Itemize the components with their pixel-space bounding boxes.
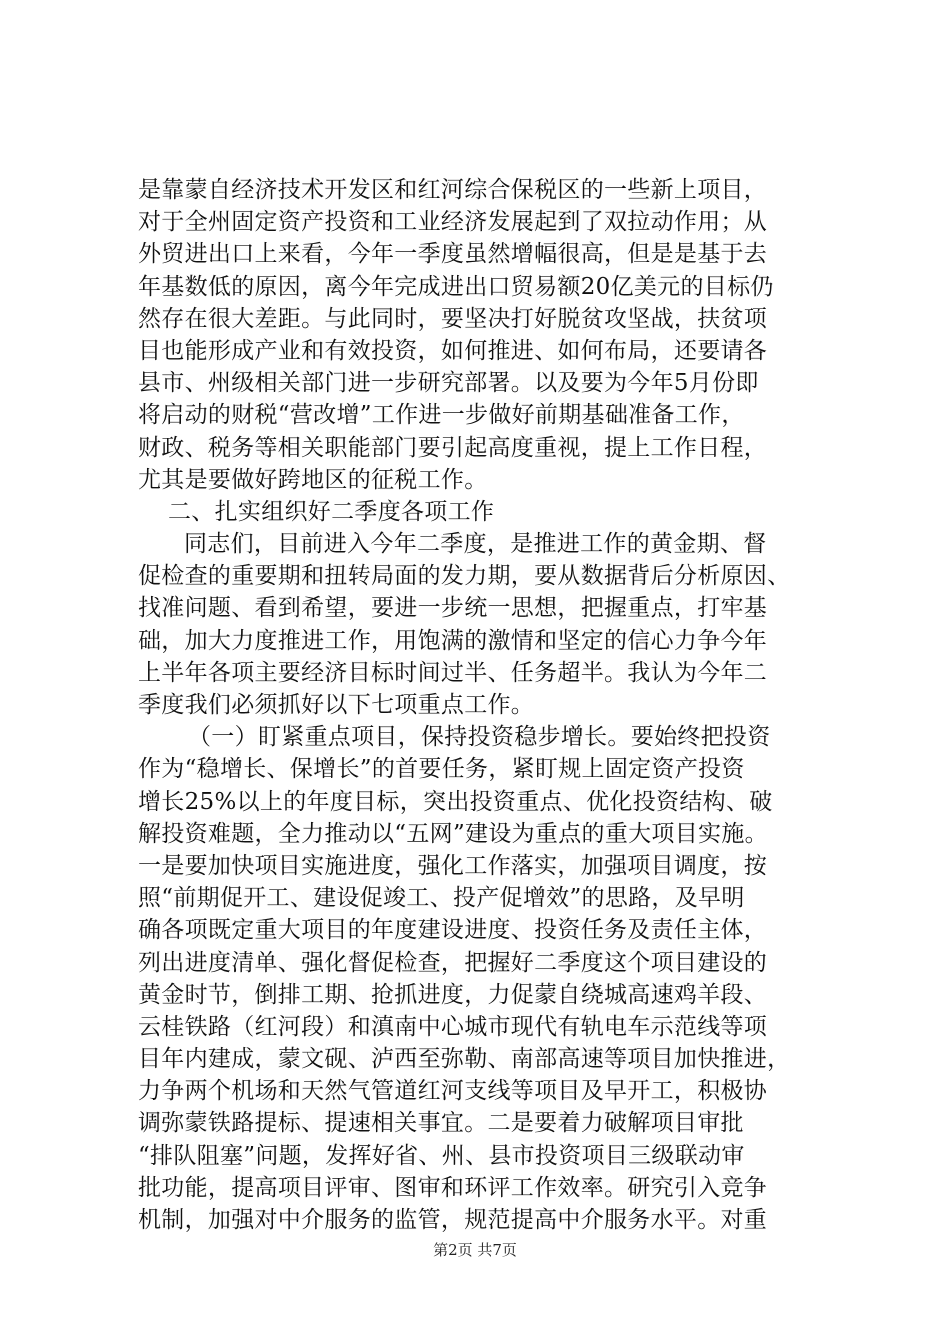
document-body bbox=[138, 174, 838, 1236]
text-line: 列出进度清单、强化督促检查，把握好二季度这个项目建设的 bbox=[138, 949, 768, 976]
text-line: 础，加大力度推进工作，用饱满的激情和坚定的信心力争今年 bbox=[138, 627, 768, 654]
text-line: 增长25%以上的年度目标，突出投资重点、优化投资结构、破 bbox=[138, 788, 773, 815]
text-line: 云桂铁路（红河段）和滇南中心城市现代有轨电车示范线等项 bbox=[138, 1013, 768, 1040]
text-line: 调弥蒙铁路提标、提速相关事宜。二是要着力破解项目审批 bbox=[138, 1110, 744, 1137]
text-line: “排队阻塞”问题，发挥好省、州、县市投资项目三级联动审 bbox=[138, 1142, 745, 1169]
text-line: 尤其是要做好跨地区的征税工作。 bbox=[138, 466, 488, 493]
text-line: 对于全州固定资产投资和工业经济发展起到了双拉动作用；从 bbox=[138, 209, 768, 236]
text-line: 目也能形成产业和有效投资，如何推进、如何布局，还要请各 bbox=[138, 337, 768, 364]
text-line: 目年内建成，蒙文砚、泸西至弥勒、南部高速等项目加快推进， bbox=[138, 1046, 791, 1073]
text-line: 季度我们必须抓好以下七项重点工作。 bbox=[138, 692, 535, 718]
text-line: 财政、税务等相关职能部门要引起高度重视，提上工作日程， bbox=[138, 434, 768, 461]
text-line: 促检查的重要期和扭转局面的发力期，要从数据背后分析原因、 bbox=[138, 563, 791, 590]
text-line: 将启动的财税“营改增”工作进一步做好前期基础准备工作， bbox=[138, 402, 745, 429]
text-line: 解投资难题，全力推动以“五网”建设为重点的重大项目实施。 bbox=[138, 820, 768, 847]
text-line: 是靠蒙自经济技术开发区和红河综合保税区的一些新上项目， bbox=[138, 177, 768, 203]
text-line: 机制，加强对中介服务的监管，规范提高中介服务水平。对重 bbox=[138, 1207, 768, 1233]
text-line: 同志们，目前进入今年二季度，是推进工作的黄金期、督 bbox=[184, 531, 767, 558]
subsection-line: （一）盯紧重点项目，保持投资稳步增长。要始终把投资 bbox=[188, 724, 771, 751]
text-line: 作为“稳增长、保增长”的首要任务，紧盯规上固定资产投资 bbox=[138, 756, 745, 783]
section-heading: 二、扎实组织好二季度各项工作 bbox=[168, 498, 495, 525]
text-line: 一是要加快项目实施进度，强化工作落实，加强项目调度，按 bbox=[138, 852, 768, 879]
text-line: 年基数低的原因，离今年完成进出口贸易额20亿美元的目标仍 bbox=[138, 273, 774, 300]
text-line: 上半年各项主要经济目标时间过半、任务超半。我认为今年二 bbox=[138, 659, 768, 686]
text-line: 外贸进出口上来看，今年一季度虽然增幅很高，但是是基于去 bbox=[138, 241, 768, 268]
text-line: 照“前期促开工、建设促竣工、投产促增效”的思路，及早明 bbox=[138, 885, 745, 912]
page-footer bbox=[0, 1240, 950, 1260]
text-line: 批功能，提高项目评审、图审和环评工作效率。研究引入竞争 bbox=[138, 1174, 768, 1201]
text-line: 找准问题、看到希望，要进一步统一思想，把握重点，打牢基 bbox=[138, 595, 768, 622]
page-number: 第2页 共7页 bbox=[433, 1241, 517, 1259]
text-line: 力争两个机场和天然气管道红河支线等项目及早开工，积极协 bbox=[138, 1078, 768, 1105]
text-line: 然存在很大差距。与此同时，要坚决打好脱贫攻坚战，扶贫项 bbox=[138, 305, 768, 332]
text-line: 黄金时节，倒排工期、抢抓进度，力促蒙自绕城高速鸡羊段、 bbox=[138, 981, 768, 1008]
text-line: 县市、州级相关部门进一步研究部署。以及要为今年5月份即 bbox=[138, 370, 759, 397]
text-line: 确各项既定重大项目的年度建设进度、投资任务及责任主体， bbox=[138, 917, 768, 944]
